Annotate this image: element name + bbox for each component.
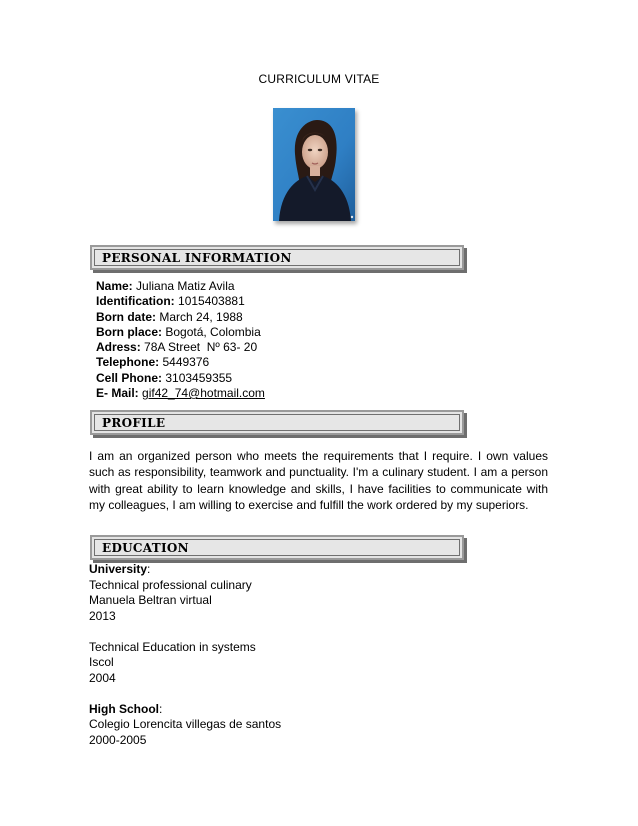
high-school-colon: : [159, 701, 163, 716]
identification-value: 1015403881 [178, 294, 245, 309]
email-link[interactable]: gif42_74@hotmail.com [142, 386, 265, 401]
education-header [90, 535, 464, 560]
personal-info-header [90, 245, 464, 270]
education-list [89, 562, 281, 748]
personal-info-list [96, 279, 265, 401]
name-row [96, 279, 265, 294]
telephone-value: 5449376 [162, 355, 210, 370]
born-date-row [96, 310, 265, 325]
cell-phone-value: 3103459355 [165, 370, 233, 385]
born-date-label: Born date: [96, 309, 156, 324]
uni-1-year: 2013 [89, 608, 116, 623]
profile-text: I am an organized person who meets the requirements that I require. I own values such as responsibility, teamwork and punctuality. I'm a culinary student. I am a person with great ability to learn knowledge and skills, I have facilities to communicate with my colleagues, I am willing to exercise and fulfill the work ordered by my superiors. [89, 449, 548, 512]
cell-phone-label: Cell Phone: [96, 370, 163, 385]
telephone-label: Telephone: [96, 355, 160, 370]
cell-phone-row [96, 371, 265, 386]
uni-2-institution: Iscol [89, 655, 114, 669]
document-title: CURRICULUM VITAE [258, 72, 380, 86]
address-label: Adress: [96, 340, 141, 355]
born-date-value: March 24, 1988 [159, 309, 243, 324]
profile-photo [273, 108, 355, 221]
high-school-label-row [89, 702, 281, 718]
name-value: Juliana Matiz Avila [136, 279, 235, 293]
hs-years: 2000-2005 [89, 732, 147, 747]
uni-2-program: Technical Education in systems [89, 639, 256, 654]
hs-institution: Colegio Lorencita villegas de santos [89, 717, 282, 731]
profile-header [90, 410, 464, 435]
born-place-label: Born place: [96, 324, 163, 339]
email-row [96, 386, 265, 401]
uni-2-year: 2004 [89, 670, 116, 685]
identification-row [96, 294, 265, 309]
name-label: Name: [96, 279, 133, 293]
born-place-value: Bogotá, Colombia [165, 324, 261, 339]
born-place-row [96, 325, 265, 340]
uni-1-institution: Manuela Beltran virtual [89, 593, 212, 607]
email-label: E- Mail: [96, 386, 139, 401]
profile-heading: PROFILE [102, 416, 166, 430]
uni-1-program: Technical professional culinary [89, 577, 252, 592]
telephone-row [96, 355, 265, 370]
education-heading: EDUCATION [102, 541, 189, 555]
address-row [96, 340, 265, 355]
university-label: University [89, 562, 148, 576]
university-colon: : [147, 562, 151, 576]
address-value: 78A Street Nº 63- 20 [144, 340, 258, 355]
university-label-row [89, 562, 281, 578]
high-school-label: High School [89, 701, 159, 716]
personal-info-heading: PERSONAL INFORMATION [102, 251, 292, 265]
identification-label: Identification: [96, 294, 175, 309]
